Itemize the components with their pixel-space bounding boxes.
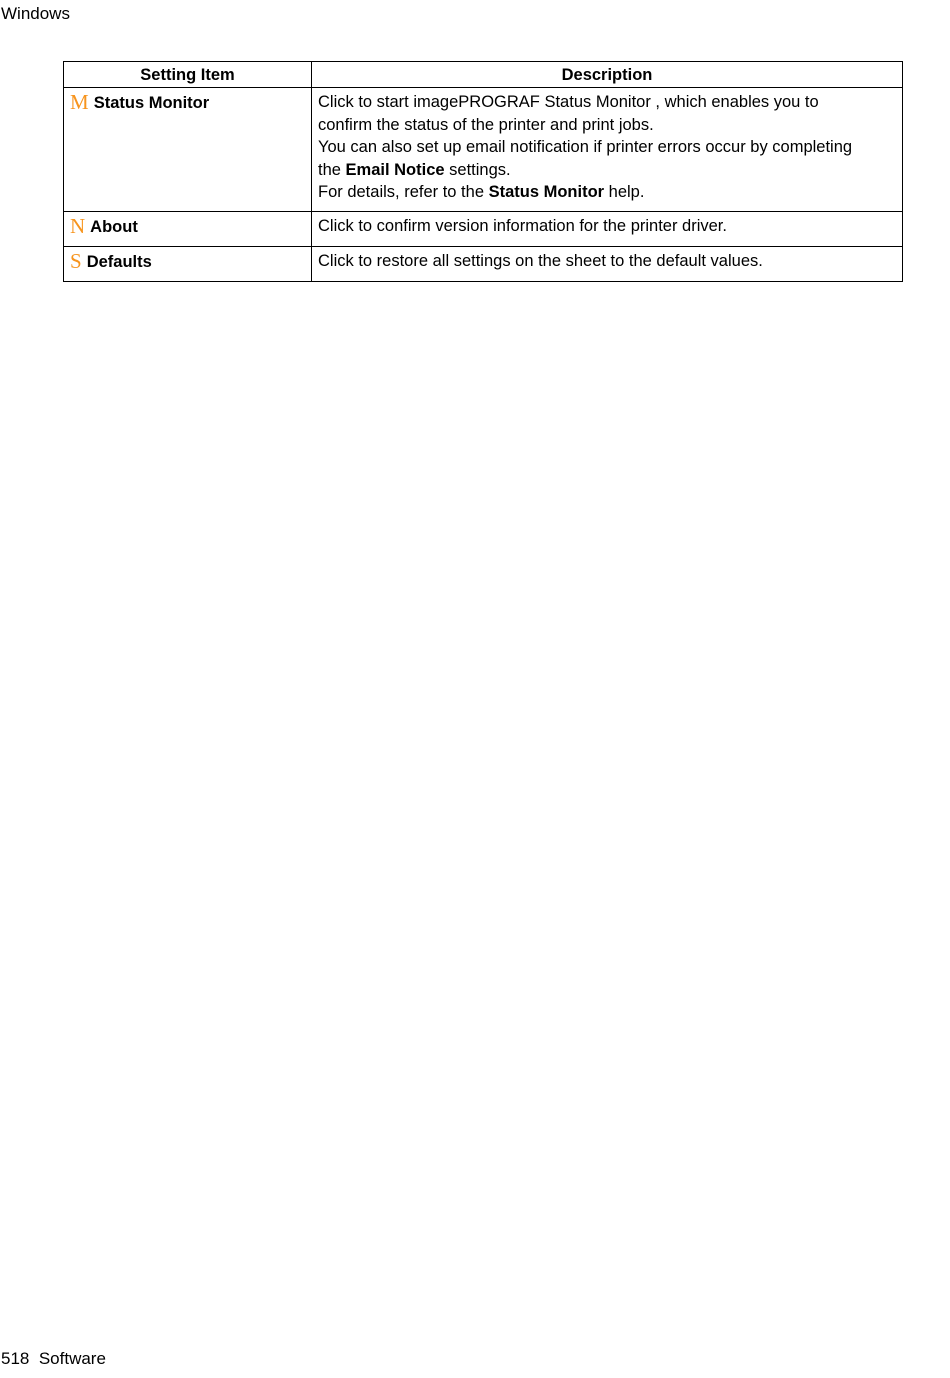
setting-item-label: Status Monitor xyxy=(93,94,210,112)
table-row xyxy=(64,212,903,247)
description-line: You can also set up email notification if printer errors occur by completing xyxy=(318,138,853,156)
setting-item-about xyxy=(64,212,312,247)
description-line xyxy=(318,159,896,182)
callout-marker-m-icon: M xyxy=(70,90,89,114)
column-header-description: Description xyxy=(312,62,903,88)
running-head: Windows xyxy=(1,4,70,23)
page-footer xyxy=(1,1349,106,1369)
description-line: confirm the status of the printer and print jobs. xyxy=(318,115,654,134)
description-text: settings. xyxy=(444,160,511,179)
description-text: For details, refer to the xyxy=(318,183,489,201)
table-row xyxy=(64,247,903,282)
description-line: Click to restore all settings on the sheet to the default values. xyxy=(318,252,763,270)
description-status-monitor xyxy=(312,88,903,212)
settings-table xyxy=(63,61,903,282)
description-line: Click to start imagePROGRAF Status Monitor , which enables you to xyxy=(318,93,819,111)
table-row xyxy=(64,88,903,212)
description-line xyxy=(318,181,896,204)
description-about xyxy=(312,212,903,247)
description-defaults xyxy=(312,247,903,282)
description-text: help. xyxy=(604,183,645,201)
callout-marker-s-icon: S xyxy=(70,249,82,273)
footer-section: Software xyxy=(38,1349,106,1368)
setting-item-defaults xyxy=(64,247,312,282)
page-number: 518 xyxy=(1,1349,30,1368)
description-text: the xyxy=(318,160,346,179)
description-line: Click to confirm version information for the printer driver. xyxy=(318,217,727,235)
column-header-setting-item: Setting Item xyxy=(64,62,312,88)
table-header-row xyxy=(64,62,903,88)
callout-marker-n-icon: N xyxy=(70,214,86,238)
status-monitor-term: Status Monitor xyxy=(488,183,605,201)
setting-item-label: About xyxy=(90,218,138,236)
email-notice-term: Email Notice xyxy=(345,160,445,179)
setting-item-label: Defaults xyxy=(86,253,152,271)
setting-item-status-monitor xyxy=(64,88,312,212)
